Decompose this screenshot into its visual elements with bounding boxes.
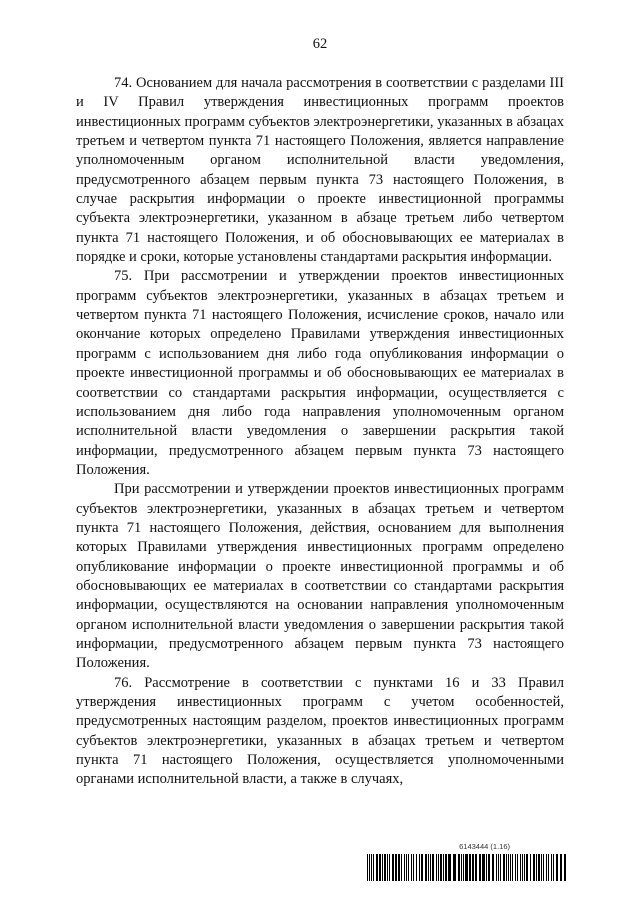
page-number: 62 (312, 36, 328, 52)
barcode-block (367, 842, 566, 882)
paragraph-74: 74. Основанием для начала рассмотрения в соответствии с разделами III и IV Правил утверждения инвестиционных программ проектов инвестиционных программ субъектов электроэнергетики, указанных в абзацах третьем и четвертом пункта 71 настоящего Положения, является направление уполномоченным органом исполнительной власти уведомления, предусмотренного абзацем первым пункта 73 настоящего Положения, в случае раскрытия информации о проекте инвестиционной программы субъекта электроэнергетики, указанном в абзаце третьем либо четвертом пункта 71 настоящего Положения, и об обосновывающих ее материалах в порядке и сроки, которые установлены стандартами раскрытия информации. (76, 75, 564, 266)
paragraph-76: 76. Рассмотрение в соответствии с пунктами 16 и 33 Правил утверждения инвестиционных программ с учетом особенностей, предусмотренных настоящим разделом, проектов инвестиционных программ субъектов электроэнергетики, указанных в абзацах третьем и четвертом пункта 71 настоящего Положения, осуществляется уполномоченными органами исполнительной власти, а также в случаях, (76, 674, 564, 788)
paragraph-75-continued: При рассмотрении и утверждении проектов инвестиционных программ субъектов электроэнергетики, указанных в абзацах третьем и четвертом пункта 71 настоящего Положения, действия, основанием для выполнения которых Правилами утверждения инвестиционных программ определено опубликование информации о проекте инвестиционной программы и об обосновывающих ее материалах в соответствии со стандартами раскрытия информации, осуществляются на основании направления уполномоченным органом исполнительной власти уведомления о завершении раскрытия такой информации, предусмотренного абзацем первым пункта 73 настоящего Положения. (76, 481, 564, 672)
barcode-icon (367, 854, 566, 881)
barcode-number: 6143444 (1.16) (459, 842, 510, 851)
document-body (76, 74, 564, 790)
paragraph-75: 75. При рассмотрении и утверждении проектов инвестиционных программ субъектов электроэнергетики, указанных в абзацах третьем и четвертом пункта 71 настоящего Положения, исчисление сроков, начало или окончание которых определено Правилами утверждения инвестиционных программ с использованием дня либо года опубликования информации о проекте инвестиционной программы и об обосновывающих ее материалах в соответствии со стандартами раскрытия информации, осуществляется с использованием дня либо года направления уполномоченным органом исполнительной власти уведомления о завершении раскрытия такой информации, предусмотренного абзацем первым пункта 73 настоящего Положения. (76, 268, 564, 478)
